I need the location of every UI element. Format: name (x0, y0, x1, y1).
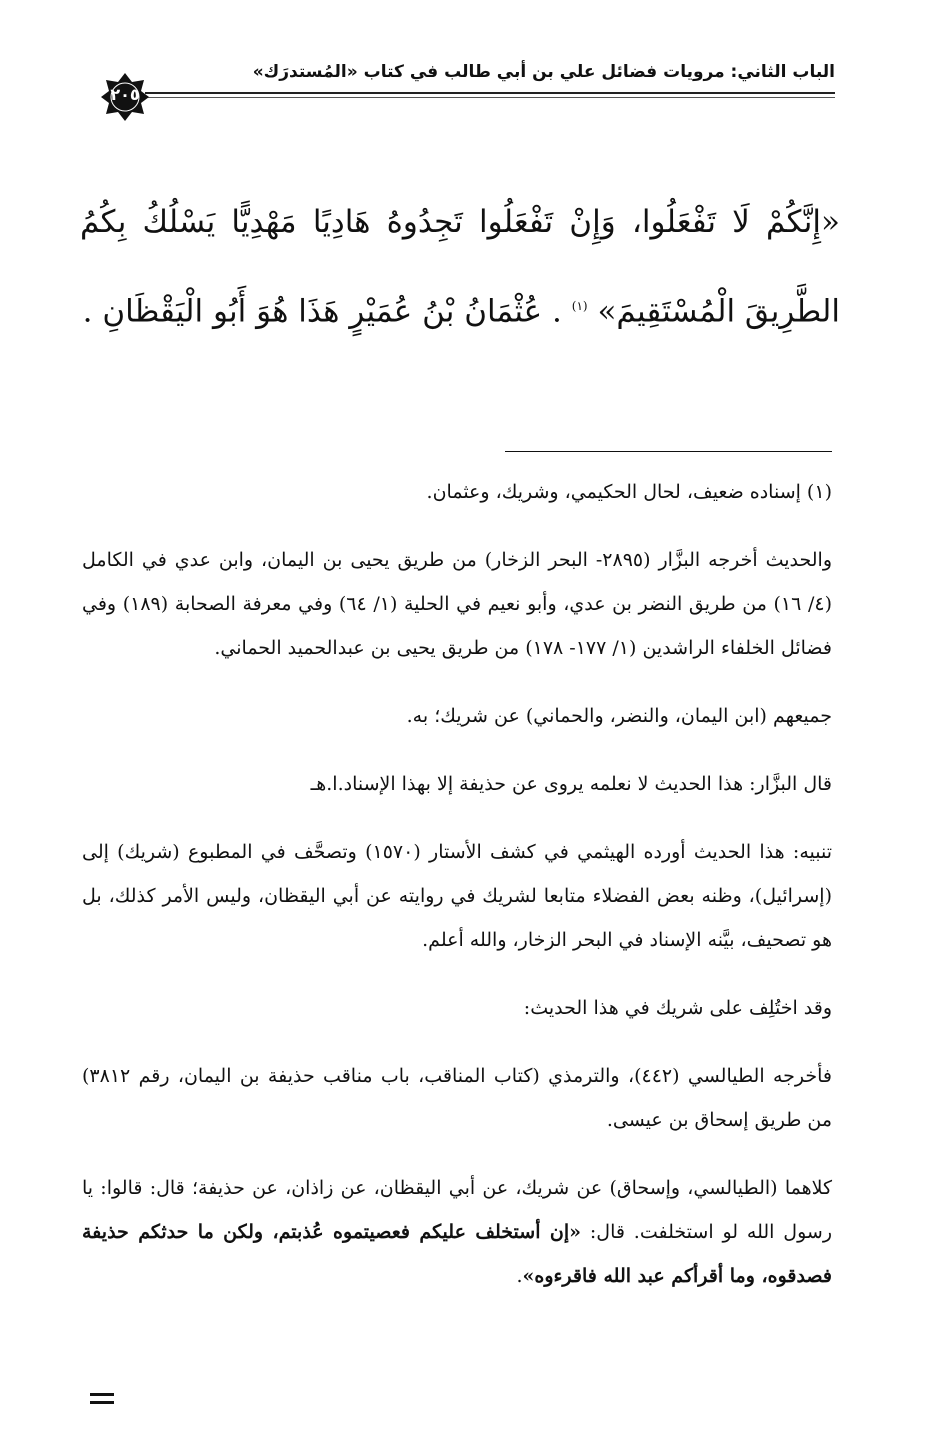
note-paragraph-5: تنبيه: هذا الحديث أورده الهيثمي في كشف الأستار (١٥٧٠) وتصحَّف في المطبوع (شريك) إلى (إسرائيل)، وظنه بعض الفضلاء متابعا لشريك في روايته عن أبي اليقظان، وليس الأمر كذلك، بل هو تصحيف، بيَّنه الإسناد في البحر الزخار، والله أعلم. (82, 841, 832, 951)
page-header (95, 54, 835, 94)
page-number: ٢٠٥ (110, 85, 140, 104)
note-paragraph-7: فأخرجه الطيالسي (٤٤٢)، والترمذي (كتاب المناقب، باب مناقب حذيفة بن اليمان، رقم ٣٨١٢) من طريق إسحاق بن عيسى. (82, 1065, 832, 1131)
continuation-mark (90, 1393, 114, 1409)
header-rule (145, 92, 835, 94)
note-8-end: . (516, 1265, 523, 1287)
running-title: الباب الثاني: مرويات فضائل علي بن أبي طالب في كتاب «المُستدرَك» (252, 62, 835, 82)
note-paragraph-8 (82, 1166, 832, 1298)
header-rule-thin (145, 97, 835, 98)
hadith-quote: «إن أستخلف عليكم فعصيتموه عُذبتم، ولكن ما حدثكم حذيفة فصدقوه، وما أقرأكم عبد الله فاقرءوه» (82, 1221, 832, 1287)
note-paragraph-6: وقد اختُلِف على شريك في هذا الحديث: (523, 997, 832, 1019)
note-8-lead: كلاهما (الطيالسي، وإسحاق) عن شريك، عن أبي اليقظان، عن زاذان، عن حذيفة؛ قال: قالوا: يا رسول الله لو استخلفت. قال: (82, 1177, 832, 1243)
verse-text: «إِنَّكُمْ لَا تَفْعَلُوا، وَإِنْ تَفْعَلُوا تَجِدُوهُ هَادِيًا مَهْدِيًّا يَسْلُكُ بِكُمُ الطَّرِيقَ الْمُسْتَقِيمَ» (80, 204, 840, 330)
quran-verse (80, 180, 840, 353)
footnote-1: (١) إسناده ضعيف، لحال الحكيمي، وشريك، وعثمان. (426, 481, 832, 503)
footnote-ref: (١) (571, 299, 588, 313)
note-paragraph-4: قال البزَّار: هذا الحديث لا نعلمه يروى عن حذيفة إلا بهذا الإسناد.ا.هـ (310, 773, 832, 795)
footnote-separator (505, 451, 832, 452)
note-paragraph-3: جميعهم (ابن اليمان، والنضر، والحماني) عن شريك؛ به. (406, 705, 832, 727)
verse-tail: . عُثْمَانُ بْنُ عُمَيْرٍ هَذَا هُوَ أَبُو الْيَقْظَانِ . (82, 293, 562, 330)
footnotes (82, 470, 832, 1322)
note-paragraph-2: والحديث أخرجه البزَّار (٢٨٩٥- البحر الزخار) من طريق يحيى بن اليمان، وابن عدي في الكامل (٤/ ١٦) من طريق النضر بن عدي، وأبو نعيم في الحلية (١/ ٦٤) وفي معرفة الصحابة (١٨٩) وفي فضائل الخلفاء الراشدين (١/ ١٧٧- ١٧٨) من طريق يحيى بن عبدالحميد الحماني. (82, 549, 832, 659)
page-number-badge (100, 72, 150, 122)
